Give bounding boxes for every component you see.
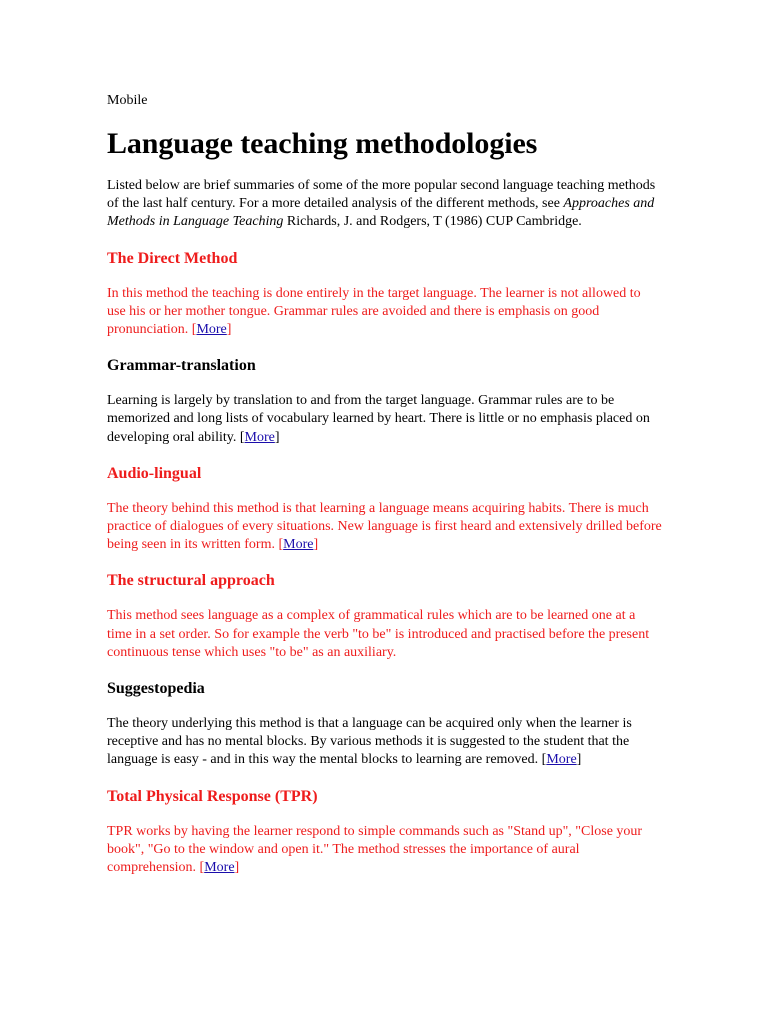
more-link-audio-lingual[interactable]: More bbox=[283, 537, 314, 553]
section-heading-tpr: Total Physical Response (TPR) bbox=[107, 787, 318, 805]
intro-book-title: Approaches and Methods in Language Teaching bbox=[107, 196, 655, 230]
intro-paragraph bbox=[107, 177, 662, 232]
section-body-tpr bbox=[107, 823, 662, 878]
section-text: The theory underlying this method is that a language can be acquired only when the learner is receptive and has no mental blocks. By various methods it is suggested to the student that the language is easy - and in this way the mental blocks to learning are removed. bbox=[107, 716, 632, 768]
more-link-tpr[interactable]: More bbox=[204, 860, 235, 876]
bracket-close: ] bbox=[313, 537, 319, 553]
section-heading-direct-method: The Direct Method bbox=[107, 249, 238, 267]
bracket-open: [ bbox=[239, 429, 245, 445]
section-body-suggestopedia bbox=[107, 715, 662, 770]
more-link-grammar-translation[interactable]: More bbox=[244, 429, 275, 445]
bracket-close: ] bbox=[576, 752, 582, 768]
section-text: The theory behind this method is that learning a language means acquiring habits. There is much practice of dialogues of every situations. New language is first heard and extensively drilled before being seen in its written form. bbox=[107, 500, 662, 553]
bracket-open: [ bbox=[191, 322, 197, 338]
section-heading-audio-lingual: Audio-lingual bbox=[107, 464, 202, 482]
more-link-direct-method[interactable]: More bbox=[196, 322, 227, 338]
bracket-close: ] bbox=[234, 860, 240, 876]
section-heading-structural-approach: The structural approach bbox=[107, 572, 275, 590]
intro-text-before: Listed below are brief summaries of some of the more popular second language teaching methods of the last half century. For a more detailed analysis of the different methods, see bbox=[107, 178, 656, 212]
bracket-close: ] bbox=[274, 429, 280, 445]
section-text: TPR works by having the learner respond to simple commands such as "Stand up", "Close your book", "Go to the window and open it." The method stresses the importance of aural comprehension. bbox=[107, 823, 643, 876]
page-title: Language teaching methodologies bbox=[107, 127, 538, 160]
bracket-open: [ bbox=[541, 752, 547, 768]
bracket-close: ] bbox=[226, 322, 232, 338]
section-body-audio-lingual bbox=[107, 500, 662, 555]
bracket-open: [ bbox=[278, 537, 284, 553]
section-body-direct-method bbox=[107, 285, 662, 340]
section-text: Learning is largely by translation to and from the target language. Grammar rules are to be memorized and long lists of vocabulary learned by heart. There is little or no emphasis placed on developing oral ability. bbox=[107, 393, 650, 445]
section-body-grammar-translation bbox=[107, 392, 662, 447]
section-text: In this method the teaching is done entirely in the target language. The learner is not allowed to use his or her mother tongue. Grammar rules are avoided and there is emphasis on good pronunciation. bbox=[107, 285, 641, 338]
more-link-suggestopedia[interactable]: More bbox=[546, 752, 577, 768]
bracket-open: [ bbox=[199, 860, 205, 876]
section-body-structural-approach bbox=[107, 607, 662, 662]
intro-text-after: Richards, J. and Rodgers, T (1986) CUP Cambridge. bbox=[283, 214, 582, 230]
section-text: This method sees language as a complex of grammatical rules which are to be learned one at a time in a set order. So for example the verb "to be" is introduced and practised before the present continuous tense which uses "to be" as an auxiliary. bbox=[107, 608, 650, 660]
section-heading-suggestopedia: Suggestopedia bbox=[107, 680, 205, 698]
mobile-label: Mobile bbox=[107, 93, 148, 108]
section-heading-grammar-translation: Grammar-translation bbox=[107, 357, 256, 375]
